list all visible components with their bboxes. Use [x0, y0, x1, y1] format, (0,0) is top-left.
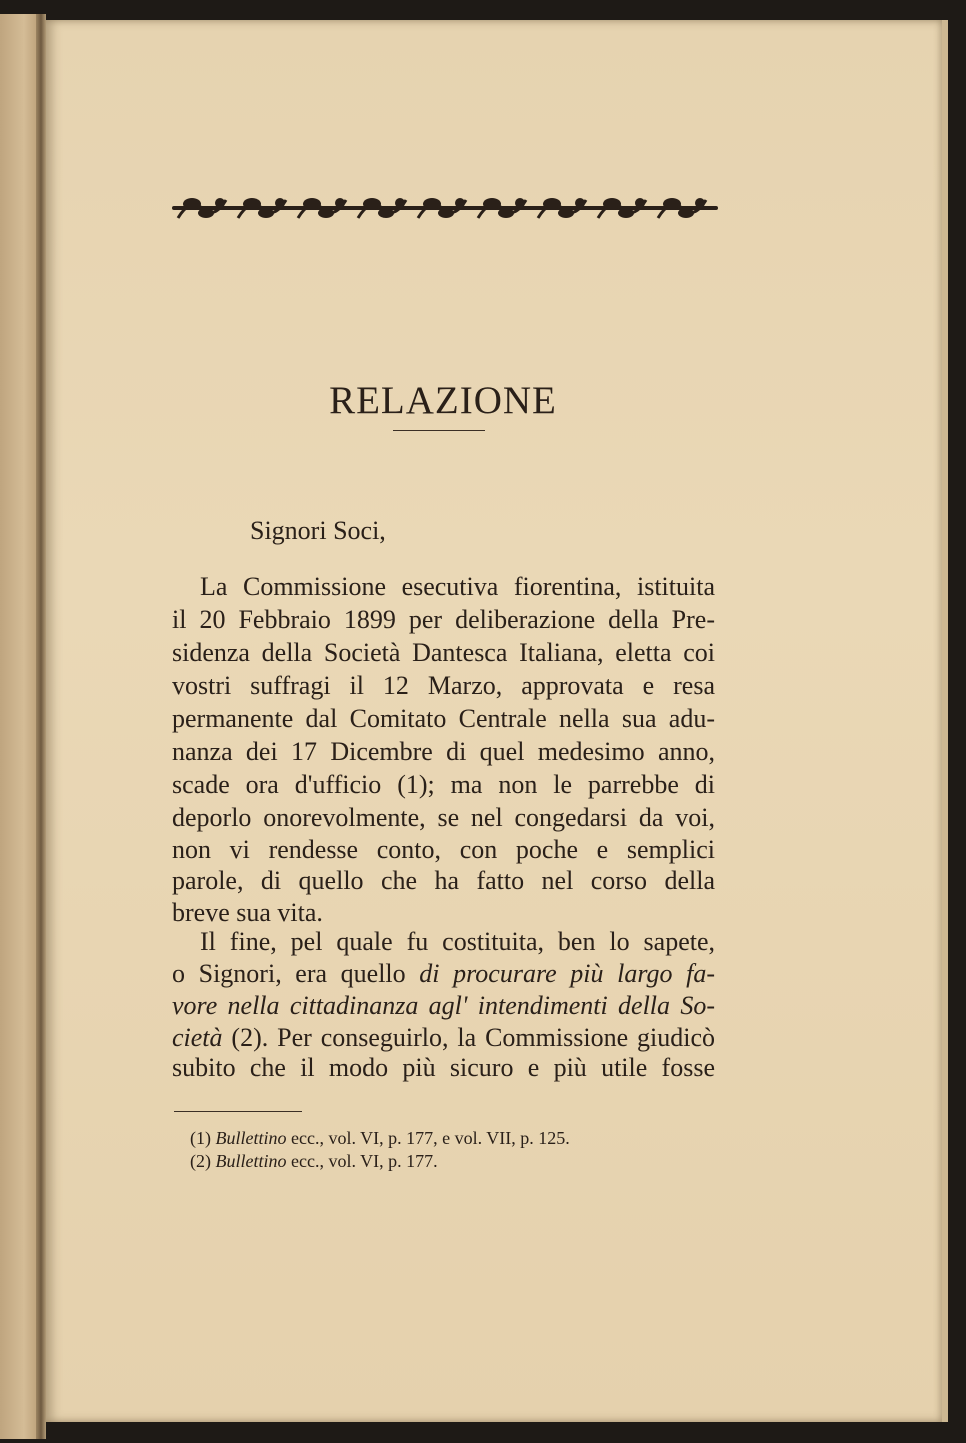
footnote-mark: (2) — [190, 1151, 211, 1171]
footnote-text: ecc., vol. VI, p. 177, e vol. VII, p. 125. — [286, 1128, 570, 1148]
body-line: Il fine, pel quale fu costituita, ben lo sapete, — [200, 927, 715, 956]
body-line: La Commissione esecutiva fiorentina, istituita — [200, 572, 715, 601]
body-line: nanza dei 17 Dicembre di quel medesimo anno, — [172, 737, 715, 766]
facing-page-edge — [0, 14, 40, 1439]
page-title: RELAZIONE — [329, 379, 557, 422]
body-line — [172, 990, 715, 1022]
body-line: breve sua vita. — [172, 898, 323, 927]
body-line: vostri suffragi il 12 Marzo, approvata e resa — [172, 671, 715, 700]
body-line: sidenza della Società Dantesca Italiana, eletta coi — [172, 638, 715, 667]
body-line: non vi rendesse conto, con poche e semplici — [172, 835, 715, 864]
footnote-text: ecc., vol. VI, p. 177. — [286, 1151, 438, 1171]
quoted-italic-text: di procurare più largo fa- — [419, 959, 715, 988]
body-line — [172, 958, 715, 990]
footnote — [190, 1128, 570, 1149]
body-line: permanente dal Comitato Centrale nella sua adu- — [172, 704, 715, 733]
body-line — [172, 1022, 715, 1054]
salutation: Signori Soci, — [250, 516, 386, 545]
page-edge — [942, 20, 948, 1422]
body-line: scade ora d'ufficio (1); ma non le parrebbe di — [172, 770, 715, 799]
body-line: il 20 Febbraio 1899 per deliberazione della Pre- — [172, 605, 715, 634]
footnote-source: Bullettino — [215, 1128, 287, 1148]
decorative-vine-border — [172, 194, 718, 224]
quoted-italic-text: cietà — [172, 1023, 223, 1052]
book-gutter — [36, 14, 46, 1439]
footnote-mark: (1) — [190, 1128, 211, 1148]
quoted-italic-text: vore nella cittadinanza agl' intendimenti della So- — [172, 991, 715, 1020]
footnote-source: Bullettino — [215, 1151, 287, 1171]
body-line: subito che il modo più sicuro e più utile fosse — [172, 1053, 715, 1082]
body-text: (2). Per conseguirlo, la Commissione giudicò — [222, 1023, 715, 1052]
body-line: deporlo onorevolmente, se nel congedarsi da voi, — [172, 803, 715, 832]
body-text: o Signori, era quello — [172, 959, 420, 988]
footnote-divider — [174, 1111, 302, 1112]
footnote — [190, 1151, 438, 1172]
title-divider — [393, 430, 485, 431]
body-line: parole, di quello che ha fatto nel corso della — [172, 866, 715, 895]
